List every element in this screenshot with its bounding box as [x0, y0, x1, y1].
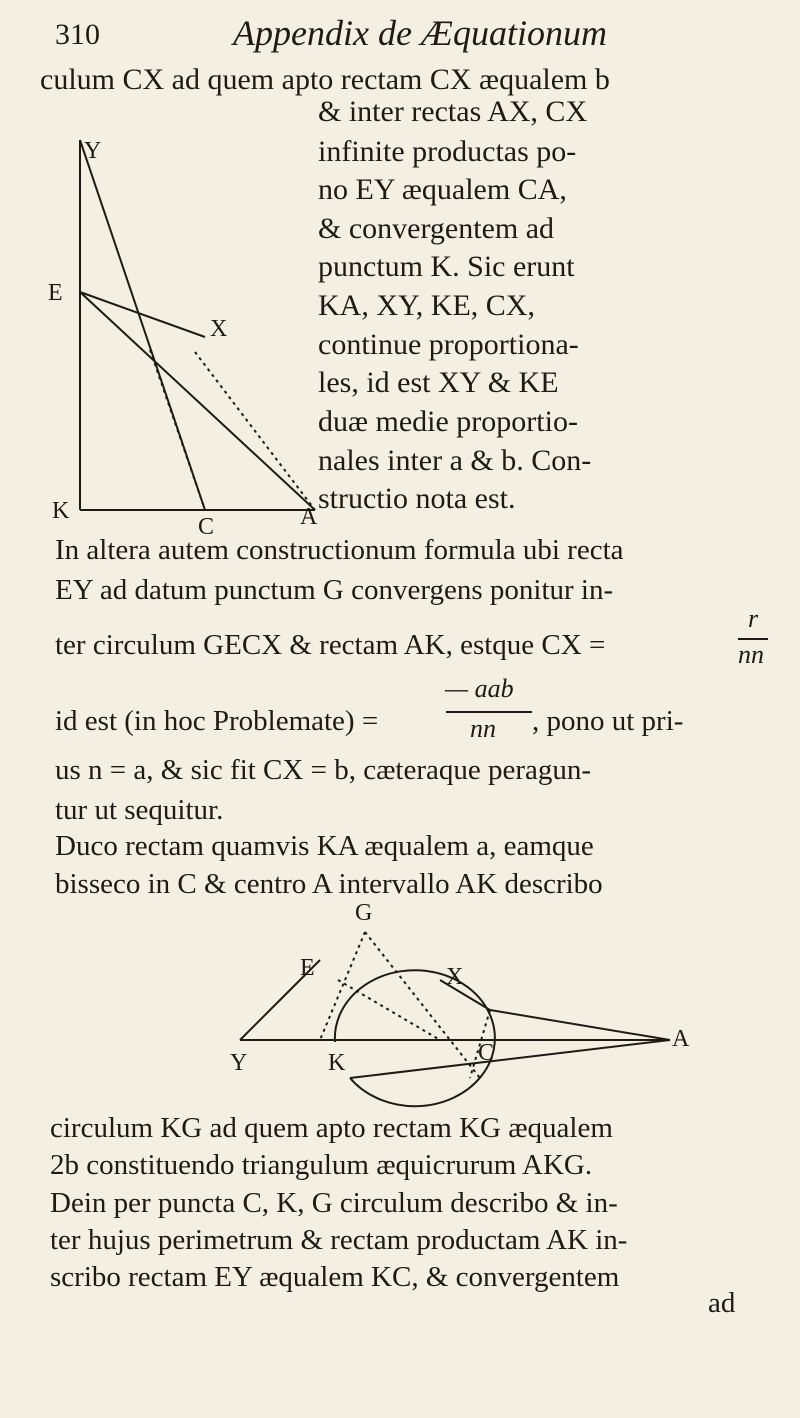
- text-line: EY ad datum punctum G convergens ponitur in-: [55, 574, 614, 606]
- text-line: , pono ut pri-: [532, 705, 684, 737]
- text-line: Duco rectam quamvis KA æqualem a, eamque: [55, 830, 594, 862]
- text-line: infinite productas po-: [318, 135, 577, 168]
- text-line: structio nota est.: [318, 482, 516, 515]
- dotted-line-EX: [338, 980, 440, 1040]
- label-K: K: [52, 498, 70, 524]
- fraction-numerator: — aab: [445, 674, 514, 703]
- line-KA: [350, 1040, 670, 1078]
- label-G: G: [355, 900, 373, 926]
- text-line: bisseco in C & centro A intervallo AK describo: [55, 868, 603, 900]
- text-line: id est (in hoc Problemate) =: [55, 705, 379, 737]
- fraction-denominator: nn: [470, 714, 496, 743]
- text-line: & inter rectas AX, CX: [318, 95, 588, 128]
- label-Y: Y: [84, 138, 102, 164]
- label-E: E: [300, 955, 315, 981]
- text-line: tur ut sequitur.: [55, 794, 224, 826]
- fraction-numerator: r: [748, 604, 759, 633]
- text-line: ter circulum GECX & rectam AK, estque CX =: [55, 629, 606, 661]
- label-A: A: [672, 1026, 690, 1052]
- fraction-denominator: nn: [738, 640, 764, 669]
- text-line: In altera autem constructionum formula ubi recta: [55, 534, 624, 566]
- dotted-line-GK: [320, 932, 365, 1040]
- text-line: & convergentem ad: [318, 212, 555, 245]
- label-A: A: [300, 504, 318, 530]
- text-line: nales inter a & b. Con-: [318, 444, 592, 477]
- label-X: X: [210, 316, 228, 342]
- label-K: K: [328, 1050, 346, 1076]
- text-line: no EY æqualem CA,: [318, 173, 567, 206]
- text-line: KA, XY, KE, CX,: [318, 289, 535, 322]
- text-line: duæ medie proportio-: [318, 405, 578, 438]
- line-XA: [490, 1010, 670, 1040]
- text-line: 2b constituendo triangulum æquicrurum AKG.: [50, 1149, 593, 1181]
- label-C: C: [478, 1040, 495, 1066]
- text-line: Dein per puncta C, K, G circulum describo & in-: [50, 1187, 618, 1219]
- label-C: C: [198, 514, 215, 540]
- text-line: les, id est XY & KE: [318, 366, 559, 399]
- text-line: continue proportiona-: [318, 328, 579, 361]
- text-line: punctum K. Sic erunt: [318, 250, 575, 283]
- text-line: ter hujus perimetrum & rectam productam AK in-: [50, 1224, 628, 1256]
- label-X: X: [446, 964, 464, 990]
- circle-GECX: [335, 970, 495, 1106]
- label-Y: Y: [230, 1050, 248, 1076]
- text-line: scribo rectam EY æqualem KC, & convergentem: [50, 1261, 620, 1293]
- text-line: us n = a, & sic fit CX = b, cæteraque peragun-: [55, 754, 592, 786]
- text-line: culum CX ad quem apto rectam CX æqualem b: [40, 63, 610, 96]
- catchword: ad: [708, 1287, 736, 1319]
- running-title: Appendix de Æquationum: [233, 13, 607, 53]
- label-E: E: [48, 280, 63, 306]
- text-line: circulum KG ad quem apto rectam KG æqualem: [50, 1112, 613, 1144]
- page-number: 310: [55, 18, 100, 51]
